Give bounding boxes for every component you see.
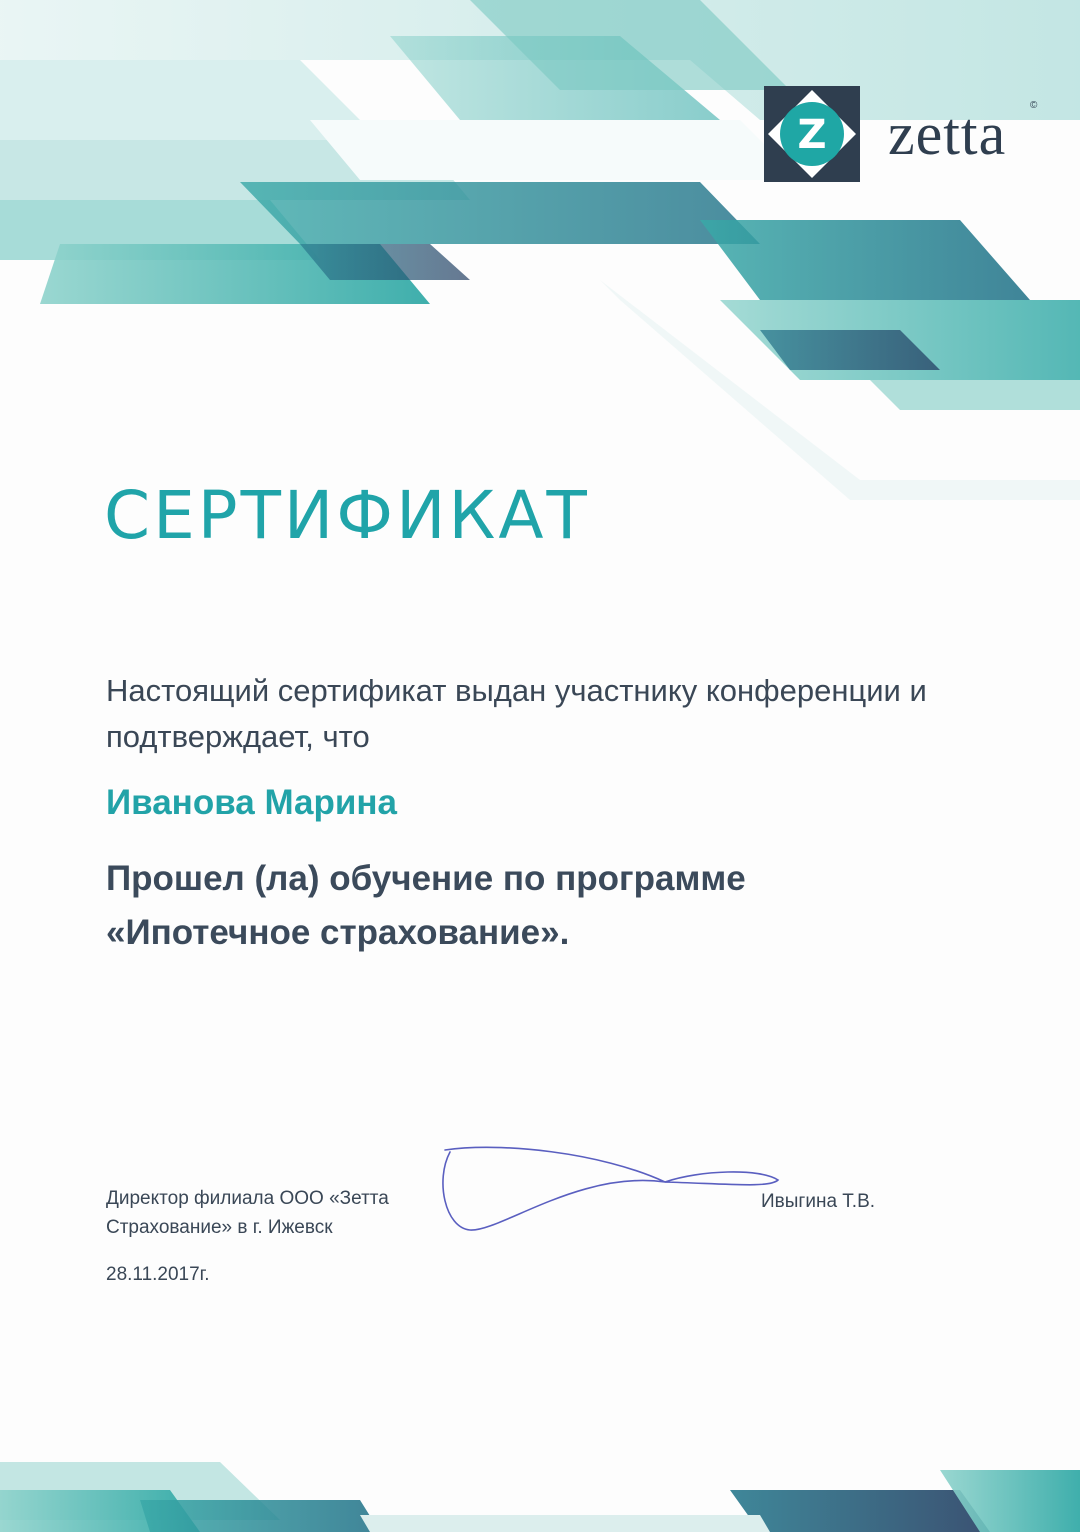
- zetta-wordmark: zetta: [888, 101, 1007, 167]
- handwritten-signature-icon: [440, 1140, 790, 1240]
- signer-title-line-1: Директор филиала ООО «Зетта: [106, 1188, 389, 1209]
- zetta-logo: [764, 86, 1064, 186]
- svg-text:Z: Z: [797, 112, 827, 158]
- stripe-bottom-right-navy: [730, 1490, 990, 1532]
- stripe-right-light: [870, 380, 1080, 410]
- signer-name: Ивыгина Т.В.: [761, 1191, 876, 1212]
- training-statement: [106, 852, 1006, 960]
- certificate-title: СЕРТИФИКАТ: [104, 477, 590, 554]
- registered-mark: ©: [1030, 100, 1038, 111]
- stripe-bottom-left-deep: [140, 1500, 380, 1532]
- signer-title: [106, 1184, 466, 1242]
- certificate-intro-text: Настоящий сертификат выдан участнику конференции и подтверждает, что: [106, 673, 927, 754]
- stripe-bottom-mid: [360, 1515, 770, 1532]
- zetta-logo-mark-icon: [764, 86, 860, 182]
- signer-title-line-2: Страхование» в г. Ижевск: [106, 1217, 333, 1238]
- stripe-mid-deep: [240, 182, 760, 244]
- recipient-name: Иванова Марина: [106, 783, 397, 822]
- statement-line-2: «Ипотечное страхование».: [106, 913, 570, 952]
- stripe-white-band: [310, 120, 800, 180]
- statement-line-1: Прошел (ла) обучение по программе: [106, 859, 746, 898]
- issue-date: 28.11.2017г.: [106, 1264, 210, 1285]
- stripe-right-deep: [700, 220, 1030, 300]
